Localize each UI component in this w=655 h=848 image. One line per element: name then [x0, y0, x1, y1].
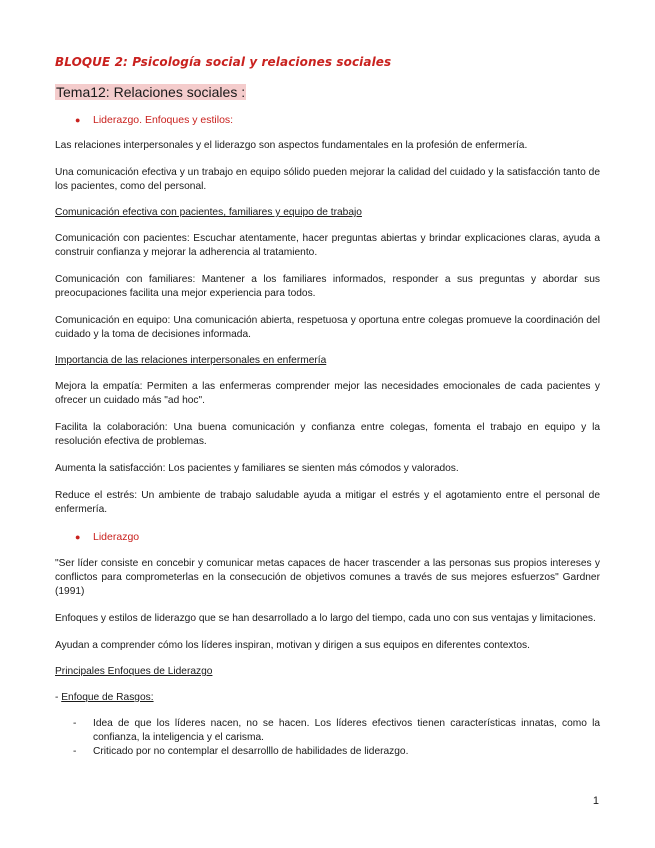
- rasgos-list: [55, 717, 600, 759]
- paragraph-gardner-quote: "Ser líder consiste en concebir y comunicar metas capaces de hacer trascender a las personas sus propios intereses y conflictos para comprometerlas en la consecución de objetivos comunes a través de sus mejores esfuerzos" Gardner (1991): [55, 558, 600, 597]
- bullet-text: Liderazgo. Enfoques y estilos:: [93, 114, 234, 126]
- paragraph-pacientes: Comunicación con pacientes: Escuchar atentamente, hacer preguntas abiertas y brindar explicaciones claras, ayuda a construir confianza y mejorar la adherencia al tratamiento.: [55, 233, 600, 258]
- bullet-liderazgo: [55, 530, 600, 544]
- dash-marker: -: [73, 746, 77, 757]
- subheading-rasgos: Enfoque de Rasgos:: [61, 692, 154, 703]
- bullet-liderazgo-enfoques: [55, 113, 600, 127]
- bullet-text: Liderazgo: [93, 531, 140, 543]
- paragraph-comunicacion-efectiva: Una comunicación efectiva y un trabajo en equipo sólido pueden mejorar la calidad del cuidado y la satisfacción tanto de los pacientes, como del personal.: [55, 167, 600, 192]
- subheading-rasgos-line: [55, 691, 600, 705]
- paragraph-equipo: Comunicación en equipo: Una comunicación abierta, respetuosa y oportuna entre colegas promueve la coordinación del cuidado y la toma de decisiones informada.: [55, 315, 600, 340]
- list-item-text: Criticado por no contemplar el desarrolllo de habilidades de liderazgo.: [93, 746, 409, 757]
- paragraph-colaboracion: Facilita la colaboración: Una buena comunicación y confianza entre colegas, fomenta el trabajo en equipo y la resolución efectiva de problemas.: [55, 422, 600, 447]
- page-number: 1: [592, 795, 599, 807]
- list-item: [55, 745, 600, 759]
- bullet-dot-icon: ●: [75, 115, 81, 125]
- bullet-dot-icon: ●: [75, 532, 81, 542]
- heading-importancia: Importancia de las relaciones interpersonales en enfermería: [55, 355, 327, 366]
- heading-comunicacion: Comunicación efectiva con pacientes, familiares y equipo de trabajo: [55, 207, 362, 218]
- paragraph-estres: Reduce el estrés: Un ambiente de trabajo saludable ayuda a mitigar el estrés y el agotamiento entre el personal de enfermería.: [55, 490, 600, 515]
- dash-marker: -: [73, 718, 77, 729]
- list-item: [55, 717, 600, 745]
- paragraph-empatia: Mejora la empatía: Permiten a las enfermeras comprender mejor las necesidades emocionales de cada pacientes y ofrecer un cuidado más "ad hoc".: [55, 381, 600, 406]
- tema-title-wrap: [55, 85, 600, 100]
- bloque-title: BLOQUE 2: Psicología social y relaciones sociales: [55, 55, 392, 69]
- paragraph-satisfaccion: Aumenta la satisfacción: Los pacientes y familiares se sienten más cómodos y valorados.: [55, 463, 459, 474]
- subheading-prefix: -: [55, 692, 62, 703]
- document-content: [55, 55, 600, 759]
- paragraph-ayudan: Ayudan a comprender cómo los líderes inspiran, motivan y dirigen a sus equipos en diferentes contextos.: [55, 640, 530, 651]
- list-item-text: Idea de que los líderes nacen, no se hacen. Los líderes efectivos tienen características innatas, como la confianza, la inteligencia y el carisma.: [93, 718, 600, 743]
- paragraph-enfoques-estilos: Enfoques y estilos de liderazgo que se han desarrollado a lo largo del tiempo, cada uno con sus ventajas y limitaciones.: [55, 613, 596, 624]
- paragraph-intro: Las relaciones interpersonales y el liderazgo son aspectos fundamentales en la profesión de enfermería.: [55, 140, 528, 151]
- paragraph-familiares: Comunicación con familiares: Mantener a los familiares informados, responder a sus preguntas y abordar sus preocupaciones facilita una mejor experiencia para todos.: [55, 274, 600, 299]
- heading-principales-enfoques: Principales Enfoques de Liderazgo: [55, 666, 213, 677]
- tema-title: Tema12: Relaciones sociales :: [56, 84, 246, 100]
